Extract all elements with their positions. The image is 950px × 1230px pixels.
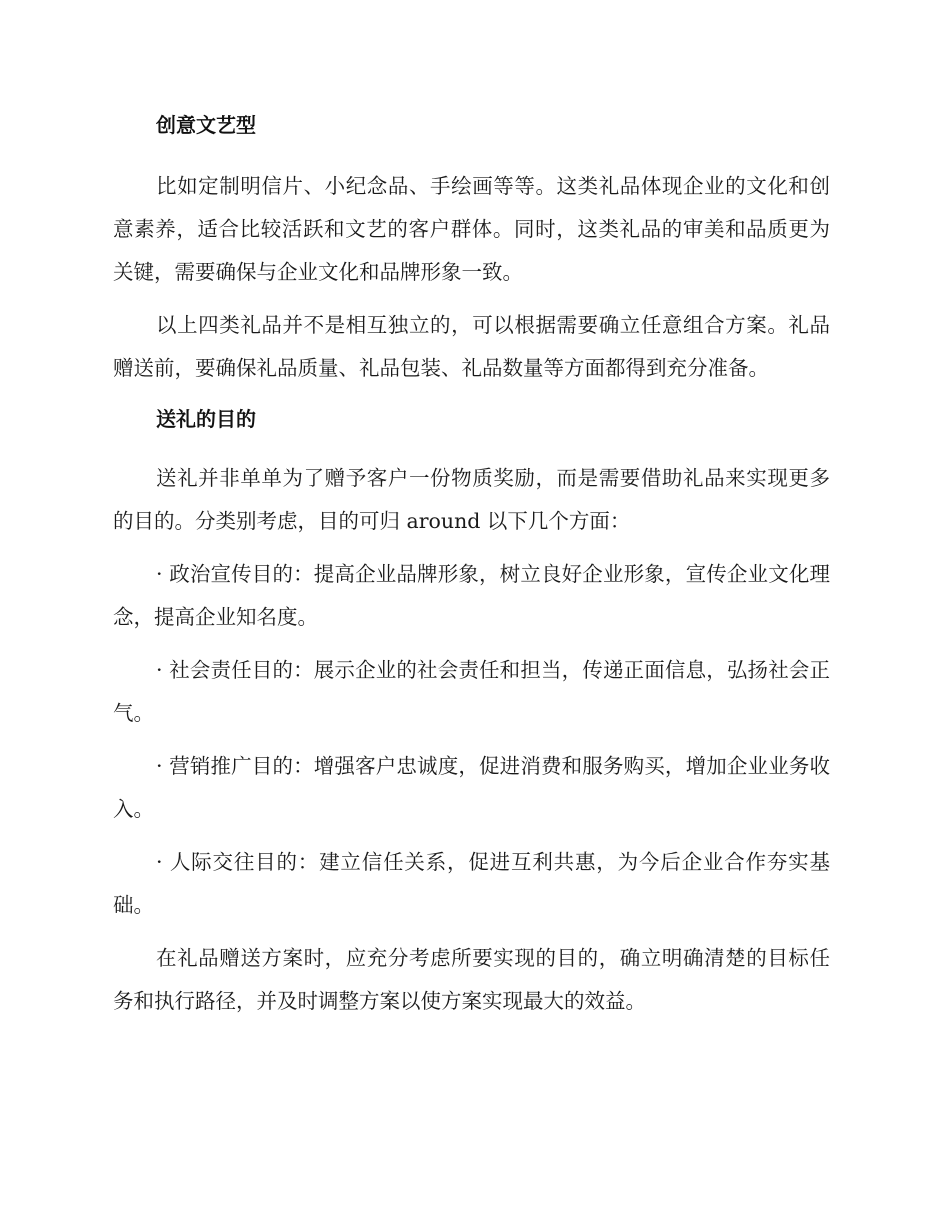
paragraph-creative-description: 比如定制明信片、小纪念品、手绘画等等。这类礼品体现企业的文化和创意素养，适合比较活跃和文艺的客户群体。同时，这类礼品的审美和品质更为关键，需要确保与企业文化和品牌形象一致。 — [113, 174, 830, 284]
list-item-marketing: · 营销推广目的：增强客户忠诚度，促进消费和服务购买，增加企业业务收入。 — [113, 754, 830, 821]
paragraph-combination-note: 以上四类礼品并不是相互独立的，可以根据需要确立任意组合方案。礼品赠送前，要确保礼品质量、礼品包装、礼品数量等方面都得到充分准备。 — [113, 313, 830, 380]
section-heading-creative: 创意文艺型 — [156, 113, 256, 137]
section-heading-purpose: 送礼的目的 — [156, 407, 256, 431]
list-item-political: · 政治宣传目的：提高企业品牌形象，树立良好企业形象，宣传企业文化理念，提高企业知名度。 — [113, 562, 830, 629]
list-item-social: · 社会责任目的：展示企业的社会责任和担当，传递正面信息，弘扬社会正气。 — [113, 658, 830, 725]
paragraph-conclusion: 在礼品赠送方案时，应充分考虑所要实现的目的，确立明确清楚的目标任务和执行路径，并及时调整方案以使方案实现最大的效益。 — [113, 946, 830, 1013]
list-item-interpersonal: · 人际交往目的：建立信任关系，促进互利共惠，为今后企业合作夯实基础。 — [113, 850, 830, 917]
paragraph-purpose-intro: 送礼并非单单为了赠予客户一份物质奖励，而是需要借助礼品来实现更多的目的。分类别考虑，目的可归 around 以下几个方面： — [113, 466, 830, 533]
